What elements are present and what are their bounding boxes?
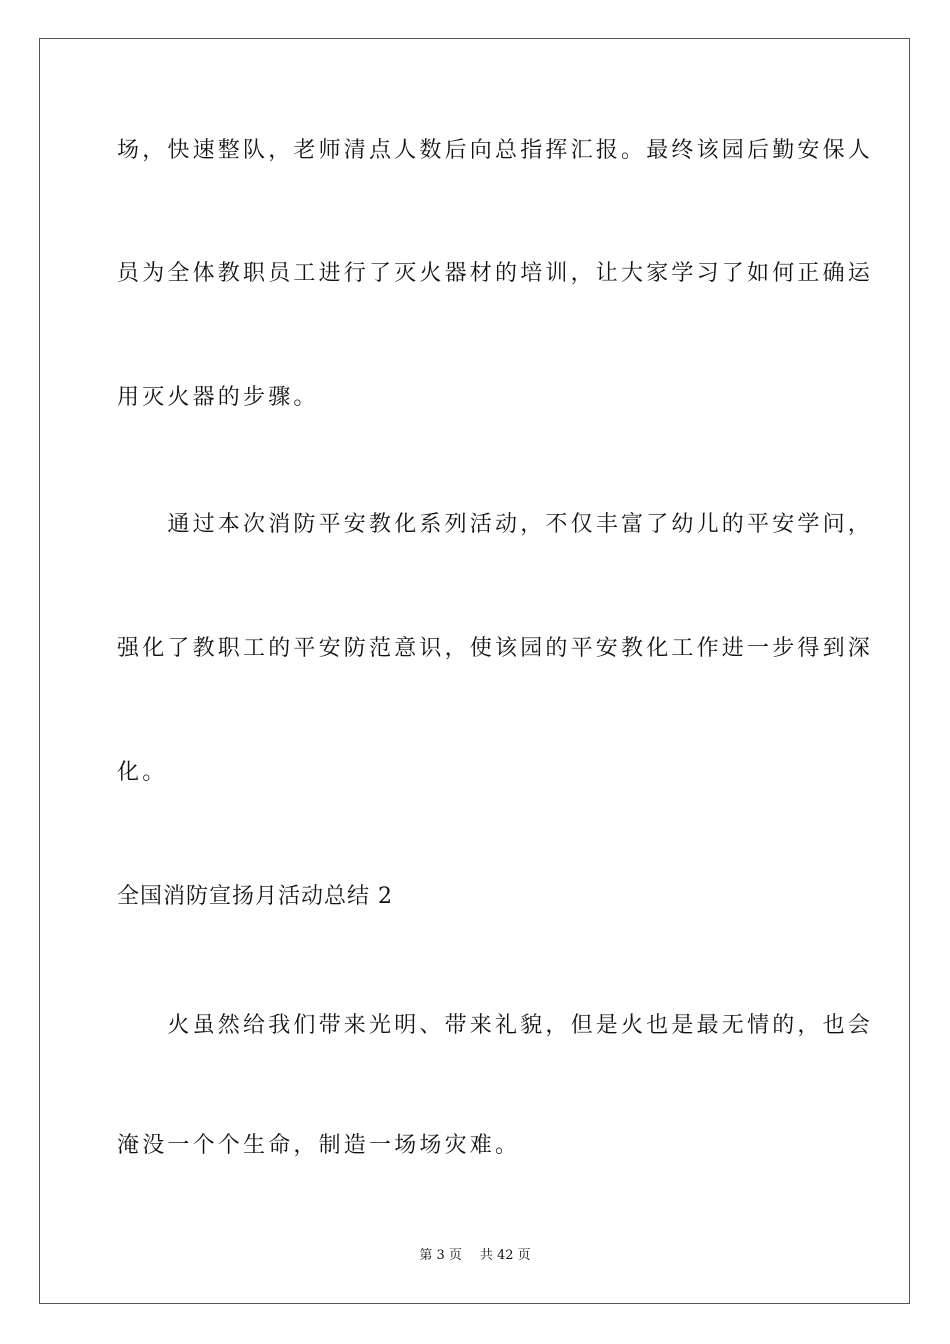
- section-heading: 全国消防宣扬月活动总结 2: [117, 884, 393, 909]
- paragraph-start-line: 通过本次消防平安教化系列活动，不仅丰富了幼儿的平安学问，: [117, 512, 874, 537]
- paragraph-start-line: 火虽然给我们带来光明、带来礼貌，但是火也是最无情的，也会: [117, 1013, 874, 1038]
- body-text-line: 强化了教职工的平安防范意识，使该园的平安教化工作进一步得到深: [117, 636, 874, 661]
- page-border: [39, 38, 910, 1304]
- body-text-line: 场，快速整队，老师清点人数后向总指挥汇报。最终该园后勤安保人: [117, 138, 874, 163]
- body-text-line: 化。: [117, 760, 168, 785]
- body-text-line: 用灭火器的步骤。: [117, 385, 319, 410]
- page-number: 第 3 页: [419, 1248, 462, 1263]
- total-pages: 共 42 页: [479, 1248, 531, 1263]
- body-text-line: 员为全体教职员工进行了灭火器材的培训，让大家学习了如何正确运: [117, 261, 874, 286]
- page-footer: [0, 1247, 950, 1265]
- body-text-line: 淹没一个个生命，制造一场场灾难。: [117, 1133, 521, 1158]
